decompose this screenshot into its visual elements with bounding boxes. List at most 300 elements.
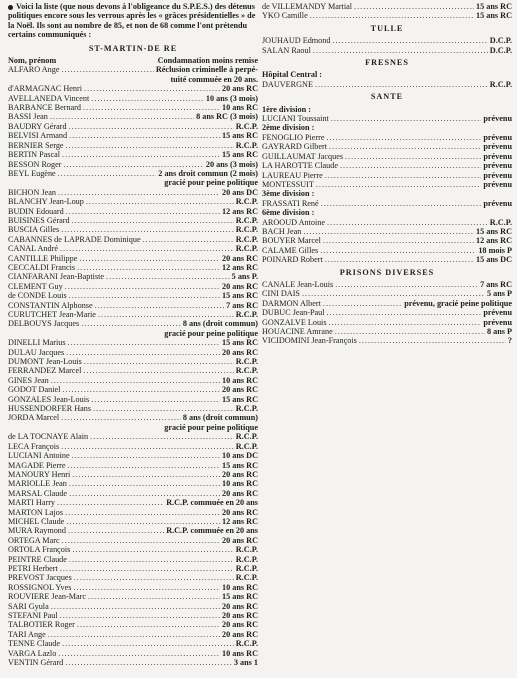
leader-dots (62, 150, 220, 159)
subsection-label: Hôpital Central : (262, 70, 323, 80)
detainee-row (262, 46, 512, 55)
detainee-row (8, 357, 258, 366)
detainee-row (8, 65, 258, 74)
detainee-sentence: 20 ans RC (222, 347, 258, 357)
intro-text: Voici la liste (que nous devons à l'obligeance du S.P.E.S.) des détenus politiques encore sous les verrous après les « grâces présidentielles » de la Noël. Ils sont au nombre de 85, et non de 68 comme l'ont prétendu certains communiqués : (8, 2, 256, 40)
detainee-sentence: 15 ans DC (476, 255, 512, 265)
detainee-sentence: prévenu (483, 161, 512, 171)
detainee-sentence: R.C.P. (235, 404, 258, 414)
bullet-icon (8, 5, 13, 10)
detainee-sentence: prévenu (483, 132, 512, 142)
detainee-row (8, 282, 258, 291)
detainee-sentence: 10 ans (3 mois) (205, 93, 258, 103)
section-heading: FRESNES (365, 58, 409, 68)
detainee-row (8, 498, 258, 507)
detainee-row (8, 376, 258, 385)
leader-dots (331, 114, 482, 123)
leader-dots (332, 36, 487, 45)
detainee-sentence: R.C.P. (235, 366, 258, 376)
detainee-name: CANAL André (8, 244, 58, 254)
detainee-row (8, 254, 258, 263)
detainee-name: FENOGLIO Pierre (262, 132, 325, 142)
detainee-sentence: 15 ans RC (222, 150, 258, 160)
detainee-sentence: 12 ans RC (476, 236, 512, 246)
detainee-row (8, 94, 258, 103)
detainee-row (262, 142, 512, 151)
detainee-row (8, 272, 258, 281)
detainee-name: LAUREAU Pierre (262, 170, 323, 180)
detainee-name: MICHEL Claude (8, 516, 65, 526)
leader-dots (354, 2, 474, 11)
detainee-sentence: 20 ans RC (222, 253, 258, 263)
leader-dots (72, 470, 220, 479)
detainee-name: SARI Gyula (8, 601, 49, 611)
leader-dots (83, 366, 233, 375)
detainee-row (8, 526, 258, 535)
detainee-sentence: R.C.P. (235, 244, 258, 254)
detainee-sentence: 12 ans RC (222, 206, 258, 216)
detainee-sentence: prévenu (483, 170, 512, 180)
detainee-row (8, 188, 258, 197)
leader-dots (69, 555, 234, 564)
detainee-name: BEYL Eugène (8, 168, 56, 178)
detainee-row (8, 122, 258, 131)
detainee-sentence: 20 ans RC (222, 535, 258, 545)
detainee-name: BLANCHY Jean-Loup (8, 197, 84, 207)
detainee-name: CLEMENT Guy (8, 281, 63, 291)
detainee-row (8, 197, 258, 206)
detainee-name: CONSTANTIN Alphonse (8, 300, 93, 310)
detainee-sentence: D.C.P. (489, 45, 512, 55)
detainee-row (8, 103, 258, 112)
leader-dots (84, 357, 234, 366)
leader-dots (90, 432, 234, 441)
detainee-sentence: 15 ans RC (476, 11, 512, 21)
detainee-sentence: prévenu (483, 317, 512, 327)
leader-dots (310, 11, 474, 20)
intro-paragraph (8, 2, 258, 40)
detainee-sentence: ? (507, 336, 512, 346)
detainee-name: LUCIANI Toussaint (262, 114, 329, 124)
detainee-sentence: 15 ans RC (476, 2, 512, 11)
detainee-row (8, 658, 258, 667)
left-list (8, 44, 258, 668)
detainee-sentence: R.C.P. (235, 225, 258, 235)
detainee-name: YKO Camille (262, 11, 308, 21)
detainee-name: CANTILLE Philippe (8, 253, 78, 263)
subsection-label: 3ème division : (262, 189, 315, 199)
detainee-sentence: 20 ans RC (222, 281, 258, 291)
detainee-sentence: R.C.P. (235, 310, 258, 319)
leader-dots (50, 112, 194, 121)
detainee-sentence: R.C.P. (235, 639, 258, 649)
detainee-name: JOUHAUD Edmond (262, 36, 331, 46)
detainee-row (8, 263, 258, 272)
leader-dots (86, 197, 234, 206)
leader-dots (81, 319, 181, 328)
detainee-name: ORTOLA François (8, 545, 71, 555)
detainee-name: POINARD Robert (262, 255, 323, 265)
detainee-name: MARSAL Claude (8, 488, 68, 498)
detainee-row (8, 291, 258, 300)
detainee-sentence: prévenu, gracié peine politique (404, 298, 512, 308)
detainee-sentence: R.C.P. (235, 121, 258, 131)
detainee-row (8, 470, 258, 479)
detainee-row (262, 255, 512, 264)
section-heading: TULLE (370, 23, 404, 33)
detainee-name: d'ARMAGNAC Henri (8, 84, 83, 94)
detainee-row (262, 280, 512, 289)
detainee-name: MAGADE Pierre (8, 460, 66, 470)
detainee-row (8, 545, 258, 554)
leader-dots (315, 80, 488, 89)
header-name: Nom, prénom (8, 56, 57, 66)
detainee-name: PETRI Herbert (8, 563, 58, 573)
detainee-row (262, 11, 512, 20)
detainee-row (8, 404, 258, 413)
detainee-name: HOUACINE Amrane (262, 327, 333, 336)
detainee-name: LA HAROTTE Claude (262, 161, 338, 171)
detainee-sentence: R.C.P. (235, 573, 258, 583)
detainee-row (8, 141, 258, 150)
detainee-row (262, 246, 512, 255)
detainee-sentence: 20 ans RC (222, 601, 258, 611)
column-header (8, 56, 258, 65)
detainee-sentence: 10 ans RC (222, 582, 258, 592)
leader-dots (60, 244, 234, 253)
leader-dots (65, 282, 220, 291)
detainee-name: BERNIER Serge (8, 140, 64, 150)
detainee-name: DAUVERGNE (262, 79, 313, 89)
detainee-name: GAYRARD Gilbert (262, 142, 327, 152)
leader-dots (62, 385, 220, 394)
detainee-sentence: 20 ans (3 mois) (205, 159, 258, 169)
detainee-row (8, 620, 258, 629)
detainee-row (262, 133, 512, 142)
leader-dots (79, 254, 220, 263)
leader-dots (91, 94, 204, 103)
header-sentence: Condamnation moins remise (157, 56, 258, 66)
detainee-name: CECCALDI Francis (8, 262, 76, 272)
subsection-label: 1ère division : (262, 104, 311, 114)
section-heading: SANTE (370, 92, 404, 102)
leader-dots (359, 336, 506, 345)
detainee-row (8, 310, 258, 319)
detainee-row (262, 289, 512, 298)
detainee-sentence: 20 ans RC (222, 620, 258, 630)
leader-dots (325, 171, 482, 180)
leader-dots (58, 649, 220, 658)
detainee-row (262, 2, 512, 11)
detainee-sentence: prévenu (483, 198, 512, 208)
detainee-sentence: Réclusion criminelle à perpé- (155, 65, 258, 75)
right-column (262, 2, 512, 346)
sentence-continuation: tuité commuée en 20 ans. (170, 74, 258, 84)
detainee-name: AVELLANEDA Vincent (8, 93, 90, 103)
detainee-row (262, 114, 512, 123)
detainee-name: BERTIN Pascal (8, 150, 61, 160)
leader-dots (329, 142, 481, 151)
detainee-row (8, 338, 258, 347)
detainee-name: DUMONT Jean-Louis (8, 357, 82, 367)
detainee-sentence: 15 ans RC (222, 460, 258, 470)
detainee-name: CURUTCHET Jean-Marie (8, 310, 96, 319)
detainee-sentence: 3 ans 1 (233, 658, 258, 668)
detainee-row (262, 180, 512, 189)
leader-dots (84, 84, 220, 93)
detainee-row (8, 508, 258, 517)
detainee-row (262, 199, 512, 208)
detainee-sentence: 8 ans (droit commun) (182, 413, 258, 423)
detainee-name: PEINTRE Claude (8, 554, 67, 564)
detainee-sentence: 15 ans RC (222, 131, 258, 141)
detainee-name: LUCIANI Antoine (8, 451, 70, 461)
leader-dots (325, 255, 474, 264)
detainee-sentence: 10 ans RC (222, 103, 258, 113)
leader-dots (335, 280, 478, 289)
detainee-row (8, 366, 258, 375)
detainee-name: BACH Jean (262, 226, 302, 236)
detainee-sentence: R.C.P. (235, 357, 258, 367)
detainee-name: GUILLAUMAT Jacques (262, 151, 344, 161)
detainee-name: MURA Raymond (8, 526, 66, 536)
detainee-sentence: 20 ans RC (222, 507, 258, 517)
detainee-sentence: 15 ans RC (476, 226, 512, 236)
detainee-name: ORTEGA Marc (8, 535, 60, 545)
detainee-sentence: R.C.P. (235, 215, 258, 225)
detainee-sentence: 15 ans RC (222, 592, 258, 602)
detainee-sentence: R.C.P. (489, 217, 512, 227)
detainee-sentence: R.C.P. (235, 432, 258, 442)
detainee-row (8, 244, 258, 253)
detainee-sentence: R.C.P. (235, 140, 258, 150)
detainee-sentence: R.C.P. commuée en 20 ans (166, 498, 258, 508)
detainee-row (8, 536, 258, 545)
detainee-name: VENTIN Gérard (8, 658, 64, 668)
leader-dots (340, 161, 481, 170)
detainee-sentence: D.C.P. (489, 36, 512, 46)
leader-dots (62, 536, 220, 545)
detainee-row (8, 649, 258, 658)
leader-dots (77, 620, 220, 629)
detainee-name: FRASSATI René (262, 198, 319, 208)
detainee-row (262, 327, 512, 336)
detainee-name: AROOUD Antoine (262, 217, 325, 227)
left-column (8, 2, 258, 667)
leader-dots (69, 479, 220, 488)
detainee-name: HUSSENDORFER Hans (8, 404, 92, 414)
detainee-row (8, 235, 258, 244)
detainee-name: de CONDE Louis (8, 291, 67, 301)
leader-dots (327, 218, 488, 227)
sentence-continuation: gracié pour peine politique (164, 178, 258, 188)
detainee-row (8, 432, 258, 441)
detainee-row (8, 112, 258, 121)
detainee-name: JORDA Marcel (8, 413, 60, 423)
subsection-label: 6ème division : (262, 208, 315, 218)
detainee-name: GONZALVE Louis (262, 317, 327, 327)
leader-dots (313, 46, 488, 55)
detainee-name: DARMON Albert (262, 298, 321, 308)
detainee-name: FERRANDEZ Marcel (8, 366, 82, 376)
leader-dots (72, 451, 220, 460)
detainee-sentence: R.C.P. (235, 197, 258, 207)
detainee-name: GONZALES Jean-Louis (8, 394, 90, 404)
leader-dots (58, 169, 157, 178)
leader-dots (98, 310, 234, 319)
detainee-sentence: 20 ans RC (222, 385, 258, 395)
detainee-name: VICIDOMINI Jean-François (262, 336, 357, 346)
detainee-name: MARTON Lajos (8, 507, 64, 517)
detainee-sentence: 10 ans RC (222, 479, 258, 489)
detainee-row (8, 301, 258, 310)
detainee-sentence: 20 ans DC (222, 187, 258, 197)
leader-dots (60, 564, 234, 573)
detainee-sentence: prévenu (483, 114, 512, 124)
detainee-sentence: prévenu (483, 151, 512, 161)
detainee-sentence: R.C.P. (235, 554, 258, 564)
leader-dots (51, 376, 220, 385)
detainee-row (8, 602, 258, 611)
leader-dots (303, 227, 474, 236)
leader-dots (69, 291, 220, 300)
detainee-sentence: 2 ans droit commun (2 mois) (158, 168, 258, 178)
detainee-row (8, 319, 258, 328)
detainee-sentence: 8 ans P (486, 327, 512, 336)
detainee-row (8, 592, 258, 601)
detainee-name: BARBANCE Bernard (8, 103, 81, 113)
sentence-continuation: gracié pour peine politique (164, 422, 258, 432)
leader-dots (68, 461, 221, 470)
detainee-sentence: 15 ans RC (222, 291, 258, 301)
detainee-sentence: R.C.P. (235, 234, 258, 244)
detainee-sentence: 20 ans RC (222, 84, 258, 94)
detainee-name: CALAME Gilles (262, 245, 319, 255)
detainee-name: BELVISI Armand (8, 131, 68, 141)
leader-dots (93, 404, 234, 413)
leader-dots (48, 630, 220, 639)
leader-dots (58, 188, 220, 197)
detainee-row (8, 169, 258, 178)
detainee-row (8, 639, 258, 648)
leader-dots (321, 199, 482, 208)
detainee-sentence: 5 ans P (486, 289, 512, 299)
leader-dots (143, 235, 234, 244)
leader-dots (106, 272, 230, 281)
detainee-sentence: 18 mois P (478, 245, 512, 255)
detainee-name: STEFANI Paul (8, 611, 58, 620)
detainee-name: de LA TOCNAYE Alain (8, 432, 89, 442)
detainee-row (262, 161, 512, 170)
leader-dots (83, 103, 220, 112)
detainee-row (8, 150, 258, 159)
detainee-row (8, 479, 258, 488)
detainee-row (8, 207, 258, 216)
detainee-sentence: prévenu (483, 142, 512, 152)
detainee-sentence: 15 ans RC (222, 338, 258, 348)
detainee-name: ROSSIGNOL Yves (8, 582, 72, 592)
detainee-row (262, 171, 512, 180)
detainee-row (8, 451, 258, 460)
detainee-name: CIANFARANI Jean-Baptiste (8, 272, 105, 282)
detainee-sentence: 12 ans RC (222, 516, 258, 526)
detainee-name: DULAU Jacques (8, 347, 65, 357)
leader-dots (61, 413, 181, 422)
detainee-name: BASSI Jean (8, 112, 48, 122)
detainee-row (8, 555, 258, 564)
detainee-name: MARTI Harry (8, 498, 56, 508)
leader-dots (60, 611, 220, 620)
detainee-row (262, 308, 512, 317)
detainee-row (8, 348, 258, 357)
leader-dots (66, 348, 220, 357)
detainee-name: MONTESSUIT (262, 179, 314, 189)
detainee-sentence: 8 ans (droit commun) (182, 319, 258, 329)
leader-dots (329, 318, 482, 327)
leader-dots (61, 442, 234, 451)
detainee-sentence: 10 ans RC (222, 375, 258, 385)
detainee-name: TENNE Claude (8, 639, 61, 649)
leader-dots (51, 602, 220, 611)
detainee-row (8, 395, 258, 404)
leader-dots (345, 152, 481, 161)
leader-dots (65, 658, 232, 667)
detainee-row (8, 413, 258, 422)
leader-dots (68, 526, 164, 535)
sentence-continuation: gracié pour peine politique (164, 328, 258, 338)
detainee-sentence: prévenu (483, 179, 512, 189)
detainee-row (262, 318, 512, 327)
detainee-sentence: 10 ans RC (222, 648, 258, 658)
leader-dots (302, 289, 485, 298)
section-heading: ST-MARTIN-DE RE (88, 43, 178, 53)
detainee-sentence: 7 ans RC (226, 300, 258, 310)
leader-dots (57, 498, 164, 507)
detainee-row (8, 84, 258, 93)
detainee-name: DELBOUYS Jacques (8, 319, 80, 329)
detainee-sentence: R.C.P. (489, 79, 512, 89)
leader-dots (66, 141, 234, 150)
detainee-row (262, 336, 512, 345)
detainee-sentence: 7 ans RC (480, 279, 512, 289)
leader-dots (323, 236, 474, 245)
detainee-name: BESSON Roger (8, 159, 62, 169)
detainee-row (8, 385, 258, 394)
detainee-name: TARI Ange (8, 629, 46, 639)
leader-dots (316, 180, 481, 189)
detainee-row (8, 160, 258, 169)
detainee-name: PREVOST Jacques (8, 573, 72, 583)
leader-dots (73, 583, 220, 592)
detainee-name: MARIOLLE Jean (8, 479, 67, 489)
leader-dots (62, 639, 234, 648)
detainee-name: MANOURY Henri (8, 469, 71, 479)
leader-dots (72, 545, 233, 554)
leader-dots (88, 592, 220, 601)
leader-dots (61, 225, 234, 234)
detainee-name: GINES Jean (8, 375, 49, 385)
leader-dots (327, 133, 482, 142)
right-list (262, 2, 512, 346)
detainee-name: TALBOTIER Roger (8, 620, 75, 630)
detainee-name: CINI DAIS (262, 289, 300, 299)
detainee-sentence: 20 ans RC (222, 469, 258, 479)
detainee-name: BUDIN Edouard (8, 206, 64, 216)
leader-dots (69, 131, 220, 140)
detainee-row (262, 227, 512, 236)
detainee-sentence: 12 ans RC (222, 262, 258, 272)
detainee-row (8, 461, 258, 470)
